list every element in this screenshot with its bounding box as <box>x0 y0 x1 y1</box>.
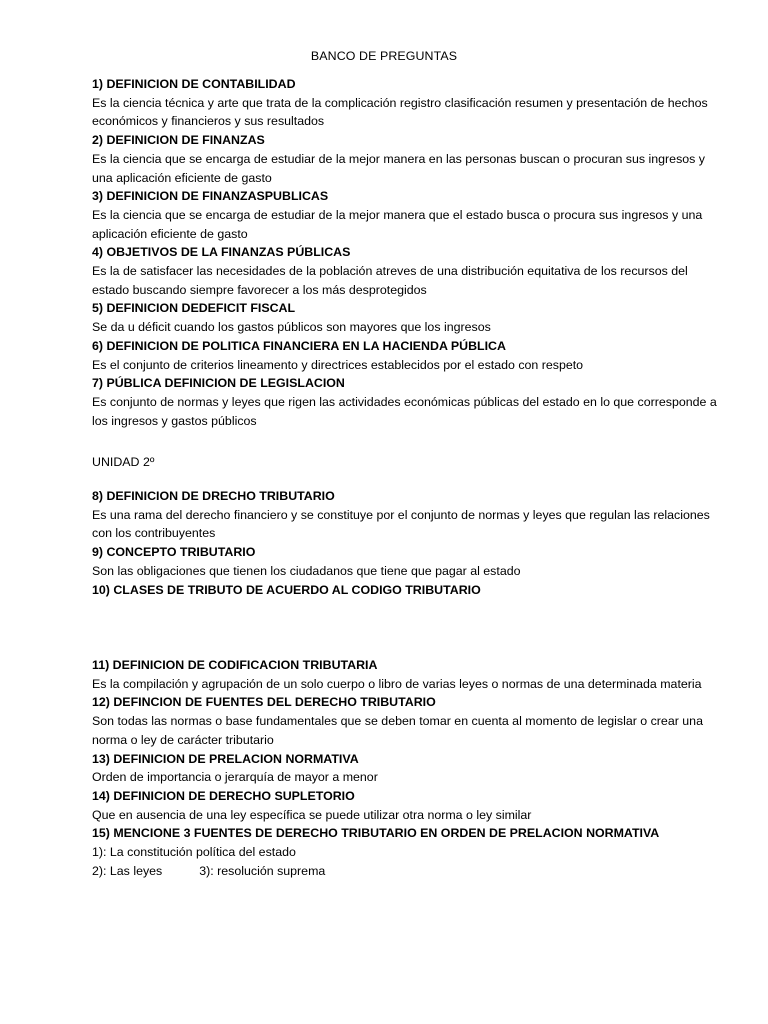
answer-line-sources <box>92 862 732 881</box>
unit-heading: UNIDAD 2º <box>92 455 155 469</box>
answer-text-line: norma o ley de carácter tributario <box>92 732 274 747</box>
answer-text-line: Que en ausencia de una ley específica se puede utilizar otra norma o ley similar <box>92 807 532 822</box>
question-block-1 <box>92 75 732 430</box>
answer-text-line: aplicación eficiente de gasto <box>92 226 248 241</box>
answer-text-line: Es la de satisfacer las necesidades de la población atreves de una distribución equitativa de los recursos del <box>92 264 688 279</box>
question-heading: 15) MENCIONE 3 FUENTES DE DERECHO TRIBUTARIO EN ORDEN DE PRELACION NORMATIVA <box>92 826 660 841</box>
question-block-3 <box>92 656 732 862</box>
question-heading: 13) DEFINICION DE PRELACION NORMATIVA <box>92 751 359 766</box>
question-heading: 4) OBJETIVOS DE LA FINANZAS PÚBLICAS <box>92 245 351 260</box>
question-heading: 2) DEFINICION DE FINANZAS <box>92 133 265 148</box>
document-title: BANCO DE PREGUNTAS <box>310 49 458 63</box>
question-heading: 11) DEFINICION DE CODIFICACION TRIBUTARIA <box>92 658 378 672</box>
answer-text-line: Son todas las normas o base fundamentales que se deben tomar en cuenta al momento de legislar o crear una <box>92 714 703 729</box>
answer-text-line: con los contribuyentes <box>92 526 216 541</box>
answer-item-3: 3): resolución suprema <box>199 864 326 878</box>
answer-text-line: Es el conjunto de criterios lineamento y directrices establecidos por el estado con respeto <box>92 357 584 372</box>
answer-text-line: Es la ciencia que se encarga de estudiar de la mejor manera que el estado busca o procura sus ingresos y una <box>92 207 703 222</box>
question-heading: 7) PÚBLICA DEFINICION DE LEGISLACION <box>92 376 345 391</box>
answer-text-line: Es la ciencia técnica y arte que trata de la complicación registro clasificación resumen y presentación de hechos <box>92 95 708 110</box>
question-block-2 <box>92 487 732 599</box>
question-heading: 6) DEFINICION DE POLITICA FINANCIERA EN LA HACIENDA PÚBLICA <box>92 338 506 353</box>
answer-text-line: Orden de importancia o jerarquía de mayor a menor <box>92 770 378 785</box>
question-heading: 3) DEFINICION DE FINANZASPUBLICAS <box>92 189 329 204</box>
answer-text-line: Es conjunto de normas y leyes que rigen las actividades económicas públicas del estado en lo que corresponde a <box>92 394 717 409</box>
answer-text-line: una aplicación eficiente de gasto <box>92 170 272 185</box>
answer-text-line: económicos y financieros y sus resultados <box>92 114 325 129</box>
question-heading: 10) CLASES DE TRIBUTO DE ACUERDO AL CODIGO TRIBUTARIO <box>92 582 481 597</box>
question-heading: 9) CONCEPTO TRIBUTARIO <box>92 545 256 560</box>
question-heading: 12) DEFINCION DE FUENTES DEL DERECHO TRIBUTARIO <box>92 695 436 710</box>
question-heading: 14) DEFINICION DE DERECHO SUPLETORIO <box>92 788 355 803</box>
answer-text-line: 1): La constitución política del estado <box>92 845 296 860</box>
question-heading: 5) DEFINICION DEDEFICIT FISCAL <box>92 301 296 316</box>
answer-text-line: Son las obligaciones que tienen los ciudadanos que tiene que pagar al estado <box>92 563 521 578</box>
answer-text-line: estado buscando siempre favorecer a los más desprotegidos <box>92 282 427 297</box>
question-heading: 1) DEFINICION DE CONTABILIDAD <box>92 77 296 91</box>
answer-text-line: Es la ciencia que se encarga de estudiar de la mejor manera en las personas buscan o procuran sus ingresos y <box>92 151 705 166</box>
answer-text-line: Es una rama del derecho financiero y se constituye por el conjunto de normas y leyes que regulan las relaciones <box>92 507 710 522</box>
answer-item-2: 2): Las leyes <box>92 864 163 878</box>
answer-text-line: Es la compilación y agrupación de un solo cuerpo o libro de varias leyes o normas de una determinada materia <box>92 676 702 691</box>
question-heading: 8) DEFINICION DE DRECHO TRIBUTARIO <box>92 489 335 503</box>
answer-text-line: Se da u déficit cuando los gastos públicos son mayores que los ingresos <box>92 320 491 335</box>
answer-text-line: los ingresos y gastos públicos <box>92 413 257 428</box>
